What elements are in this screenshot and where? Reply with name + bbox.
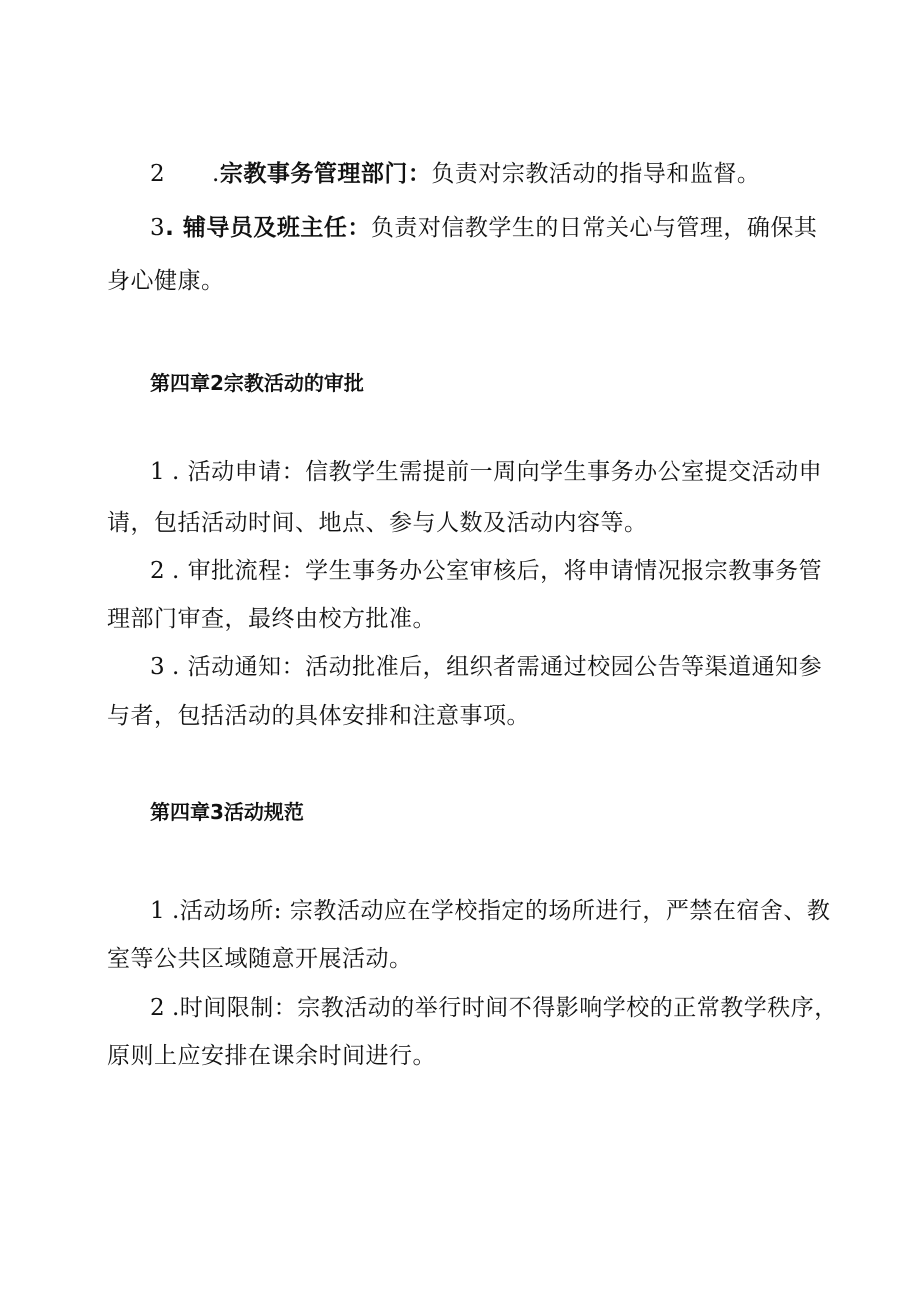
item-number: 2 [150,558,166,584]
item-number: 3 [150,215,166,241]
approval-item-3-continuation: 与者，包括活动的具体安排和注意事项。 [107,703,530,729]
item-text: 负责对宗教活动的指导和监督。 [431,161,761,187]
item-text: .活动场所: 宗教活动应在学校指定的场所进行，严禁在宿舍、教 [172,898,831,924]
norms-item-2 [150,993,838,1023]
item-text: . 活动申请：信教学生需提前一周向学生事务办公室提交活动申 [172,459,823,485]
item-text: 负责对信教学生的日常关心与管理，确保其 [370,215,818,241]
item-title: . 辅导员及班主任： [165,215,371,241]
approval-item-1-continuation: 请，包括活动时间、地点、参与人数及活动内容等。 [107,510,648,536]
item-text: . 审批流程：学生事务办公室审核后，将申请情况报宗教事务管 [172,558,823,584]
norms-item-1-continuation: 室等公共区域随意开展活动。 [107,946,413,972]
norms-item-1 [150,896,830,926]
approval-item-2-continuation: 理部门审查，最终由校方批准。 [107,606,436,632]
norms-item-2-continuation: 原则上应安排在课余时间进行。 [107,1043,436,1069]
roles-item-2 [150,159,760,189]
approval-item-1 [150,457,822,487]
chapter-heading-approval: 第四章2宗教活动的审批 [150,371,364,395]
item-number: 2 [150,161,166,187]
item-dot: . [212,161,220,187]
item-text: .时间限制：宗教活动的举行时间不得影响学校的正常教学秩序， [172,995,838,1021]
item-text: . 活动通知：活动批准后，组织者需通过校园公告等渠道通知参 [172,654,823,680]
item-number: 1 [150,459,166,485]
roles-item-3-continuation: 身心健康。 [107,268,225,294]
approval-item-3 [150,652,822,682]
chapter-heading-norms: 第四章3活动规范 [150,800,304,824]
item-number: 2 [150,995,166,1021]
roles-item-3 [150,213,817,243]
item-number: 1 [150,898,166,924]
approval-item-2 [150,556,822,586]
item-title: 宗教事务管理部门： [219,161,432,187]
item-number: 3 [150,654,166,680]
